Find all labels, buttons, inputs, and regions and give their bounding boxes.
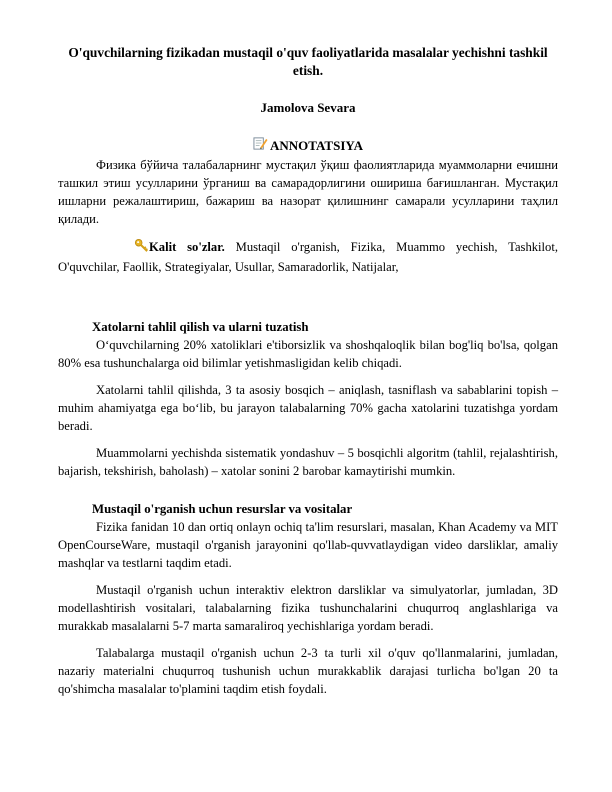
paper-title: O'quvchilarning fizikadan mustaqil o'quv faoliyatlarida masalalar yechishni tashkil etish. (68, 45, 548, 78)
author-name: Jamolova Sevara (260, 100, 356, 115)
key-icon (96, 238, 149, 258)
section-resources-paragraph-3: Talabalarga mustaqil o'rganish uchun 2-3 ta turli xil o'quv qo'llanmalarini, jumladan, nazariy materialni chuqurroq tushunish uchun murakkablik darajasi turlicha bo'lgan 20 ta qo'shimcha masalalar to'plamini taqdim etish foydali. (58, 646, 558, 696)
section-resources-paragraph-2: Mustaqil o'rganish uchun interaktiv elektron darsliklar va simulyatorlar, jumladan, 3D modellashtirish vositalari, talabalarning fizika tushunchalarini chuqurroq anglashlariga va murakkab masalalarni 5-7 marta samaraliroq yechishlariga yordam beradi. (58, 583, 558, 633)
section-resources-paragraph-1: Fizika fanidan 10 dan ortiq onlayn ochiq ta'lim resurslari, masalan, Khan Academy va MIT OpenCourseWare, mustaqil o'rganish jarayonini qo'llab-quvvatlaydigan video darsliklar, amaliy mashqlar va testlarni taqdim etadi. (58, 520, 558, 570)
keywords-text: Mustaqil o'rganish, Fizika, Muammo yechish, Tashkilot, O'quvchilar, Faollik, Strategiyalar, Usullar, Samaradorlik, Natijalar, (58, 240, 558, 274)
annotation-text: Физика бўйича талабаларнинг мустақил ўқиш фаолиятларида муаммоларни ечишни ташкил этиш усулларини ўрганиш ва самарадорлигини ошириша бағишланган. Мустақил ишларни режалаштириш, бажариш ва назорат қилишнинг самарали усулларини таҳлил қилади. (58, 158, 558, 226)
annotation-heading (58, 136, 558, 156)
keywords-label: Kalit so'zlar. (149, 240, 225, 254)
annotation-heading-text: ANNOTATSIYA (270, 138, 363, 153)
section-heading-resources: Mustaqil o'rganish uchun resurslar va vositalar (92, 502, 353, 516)
section-errors-paragraph-2: Xatolarni tahlil qilishda, 3 ta asosiy bosqich – aniqlash, tasniflash va sabablarini topish – muhim ahamiyatga ega bo‘lib, bu jarayon talabalarning 70% gacha xatolarini tuzatishga yordam beradi. (58, 383, 558, 433)
keywords-line (58, 238, 558, 276)
memo-pencil-icon (253, 136, 268, 156)
document-page (58, 44, 558, 698)
section-heading-errors: Xatolarni tahlil qilish va ularni tuzatish (92, 320, 309, 334)
section-errors-paragraph-3: Muammolarni yechishda sistematik yondashuv – 5 bosqichli algoritm (tahlil, rejalashtirish, bajarish, tekshirish, baholash) – xatolar sonini 2 barobar kamaytirishi mumkin. (58, 446, 558, 478)
section-errors-paragraph-1: O‘quvchilarning 20% xatoliklari e'tiborsizlik va shoshqaloqlik bilan bog'liq bo'lsa, qolgan 80% esa tushunchalarga oid bilimlar yetishmasligidan kelib chiqadi. (58, 338, 558, 370)
